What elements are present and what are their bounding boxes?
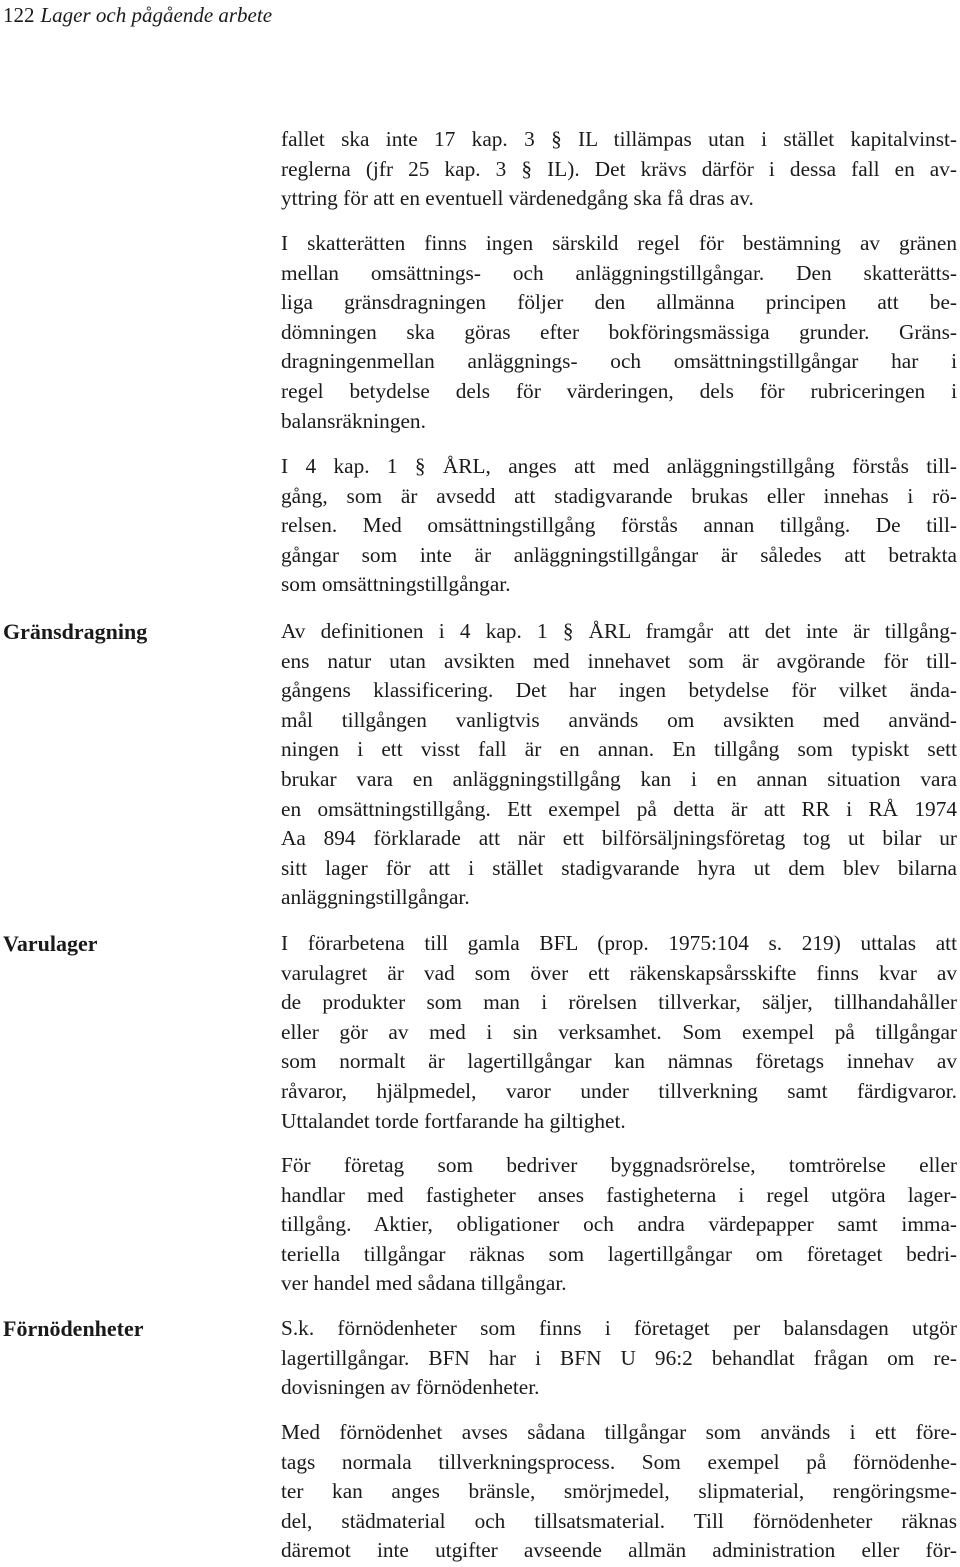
text-line: handlar med fastigheter anses fastigheterna i regel utgöra lager- (281, 1182, 957, 1207)
text-line: Med förnödenhet avses sådana tillgångar som används i ett före- (281, 1420, 957, 1444)
text-line: regel betydelse dels för värderingen, dels för rubriceringen i (281, 378, 957, 403)
text-line: sitt lager för att i stället stadigvarande hyra ut dem blev bilarna (281, 855, 957, 880)
text-line: I 4 kap. 1 § ÅRL, anges att med anläggningstillgång förstås till- (281, 454, 957, 478)
text-line: balansräkningen. (281, 408, 426, 433)
text-line: lagertillgångar. BFN har i BFN U 96:2 behandlat frågan om re- (281, 1345, 957, 1370)
text-line: anläggningstillgångar. (281, 885, 470, 910)
text-line: de produkter som man i rörelsen tillverkar, säljer, tillhandahåller (281, 990, 957, 1015)
text-line: råvaror, hjälpmedel, varor under tillverkning samt färdigvaror. (281, 1078, 957, 1103)
text-line: I förarbetena till gamla BFL (prop. 1975:104 s. 219) uttalas att (281, 931, 957, 955)
text-line: eller gör av med i sin verksamhet. Som exempel på tillgångar (281, 1019, 957, 1044)
paragraph-varulager (281, 929, 957, 1136)
text-line: reglerna (jfr 25 kap. 3 § IL). Det krävs därför i dessa fall en av- (281, 156, 957, 181)
chapter-title: Lager och pågående arbete (40, 3, 273, 27)
text-line: gångar som inte är anläggningstillgångar är således att betrakta (281, 542, 957, 567)
page-number: 122 (3, 3, 35, 27)
text-line: varulagret är vad som över ett räkenskapsårsskifte finns kvar av (281, 960, 957, 985)
text-line: dovisningen av förnödenheter. (281, 1375, 540, 1400)
text-line: ver handel med sådana tillgångar. (281, 1271, 567, 1296)
paragraph-kapitalvinst (281, 125, 957, 214)
text-line: För företag som bedriver byggnadsrörelse, tomtrörelse eller (281, 1153, 957, 1177)
paragraph-skatteratten (281, 229, 957, 436)
text-line: ens natur utan avsikten med innehavet som är avgörande för till- (281, 648, 957, 673)
side-heading-varulager: Varulager (3, 931, 98, 956)
text-line: brukar vara en anläggningstillgång kan i en annan situation vara (281, 766, 957, 791)
text-line: S.k. förnödenheter som finns i företaget per balansdagen utgör (281, 1316, 957, 1340)
text-line: ningen i ett visst fall är en annan. En tillgång som typiskt sett (281, 737, 957, 762)
text-line: som normalt är lagertillgångar kan nämnas företags innehav av (281, 1049, 957, 1074)
text-line: Aa 894 förklarade att när ett bilförsäljningsföretag tog ut bilar ur (281, 826, 957, 851)
text-line: Av definitionen i 4 kap. 1 § ÅRL framgår att det inte är tillgång- (281, 619, 957, 643)
text-line: dragningenmellan anläggnings- och omsättningstillgångar har i (281, 349, 957, 374)
side-heading-fornodenheter: Förnödenheter (3, 1316, 144, 1341)
paragraph-fornodenhet-definition (281, 1418, 957, 1566)
paragraph-arl-definition (281, 452, 957, 600)
text-line: Uttalandet torde fortfarande ha giltighet. (281, 1108, 626, 1133)
text-line: tillgång. Aktier, obligationer och andra värdepapper samt imma- (281, 1212, 957, 1237)
text-line: teriella tillgångar räknas som lagertillgångar om företaget bedri- (281, 1241, 957, 1266)
running-head (3, 0, 272, 30)
paragraph-fastigheter (281, 1151, 957, 1299)
text-line: fallet ska inte 17 kap. 3 § IL tillämpas utan i stället kapitalvinst- (281, 127, 957, 151)
text-line: liga gränsdragningen följer den allmänna principen att be- (281, 290, 957, 315)
text-line: mellan omsättnings- och anläggningstillgångar. Den skatterätts- (281, 260, 957, 285)
text-line: gångens klassificering. Det har ingen betydelse för vilket ända- (281, 678, 957, 703)
text-line: yttring för att en eventuell värdenedgång ska få dras av. (281, 186, 754, 211)
text-line: däremot inte utgifter avseende allmän administration eller för- (281, 1538, 957, 1563)
text-line: mål tillgången vanligtvis används om avsikten med använd- (281, 707, 957, 732)
text-line: ter kan anges bränsle, smörjmedel, slipmaterial, rengöringsme- (281, 1479, 957, 1504)
text-line: gång, som är avsedd att stadigvarande brukas eller innehas i rö- (281, 483, 957, 508)
text-line: relsen. Med omsättningstillgång förstås annan tillgång. De till- (281, 513, 957, 538)
paragraph-gransdragning (281, 617, 957, 913)
text-line: del, städmaterial och tillsatsmaterial. Till förnödenheter räknas (281, 1508, 957, 1533)
text-line: tags normala tillverkningsprocess. Som exempel på förnödenhe- (281, 1449, 957, 1474)
side-heading-gransdragning: Gränsdragning (3, 619, 148, 644)
paragraph-fornodenheter (281, 1314, 957, 1403)
text-line: som omsättningstillgångar. (281, 572, 511, 597)
text-line: en omsättningstillgång. Ett exempel på detta är att RR i RÅ 1974 (281, 796, 957, 821)
text-line: I skatterätten finns ingen särskild regel för bestämning av gränen (281, 231, 957, 255)
text-line: dömningen ska göras efter bokföringsmässiga grunder. Gräns- (281, 319, 957, 344)
